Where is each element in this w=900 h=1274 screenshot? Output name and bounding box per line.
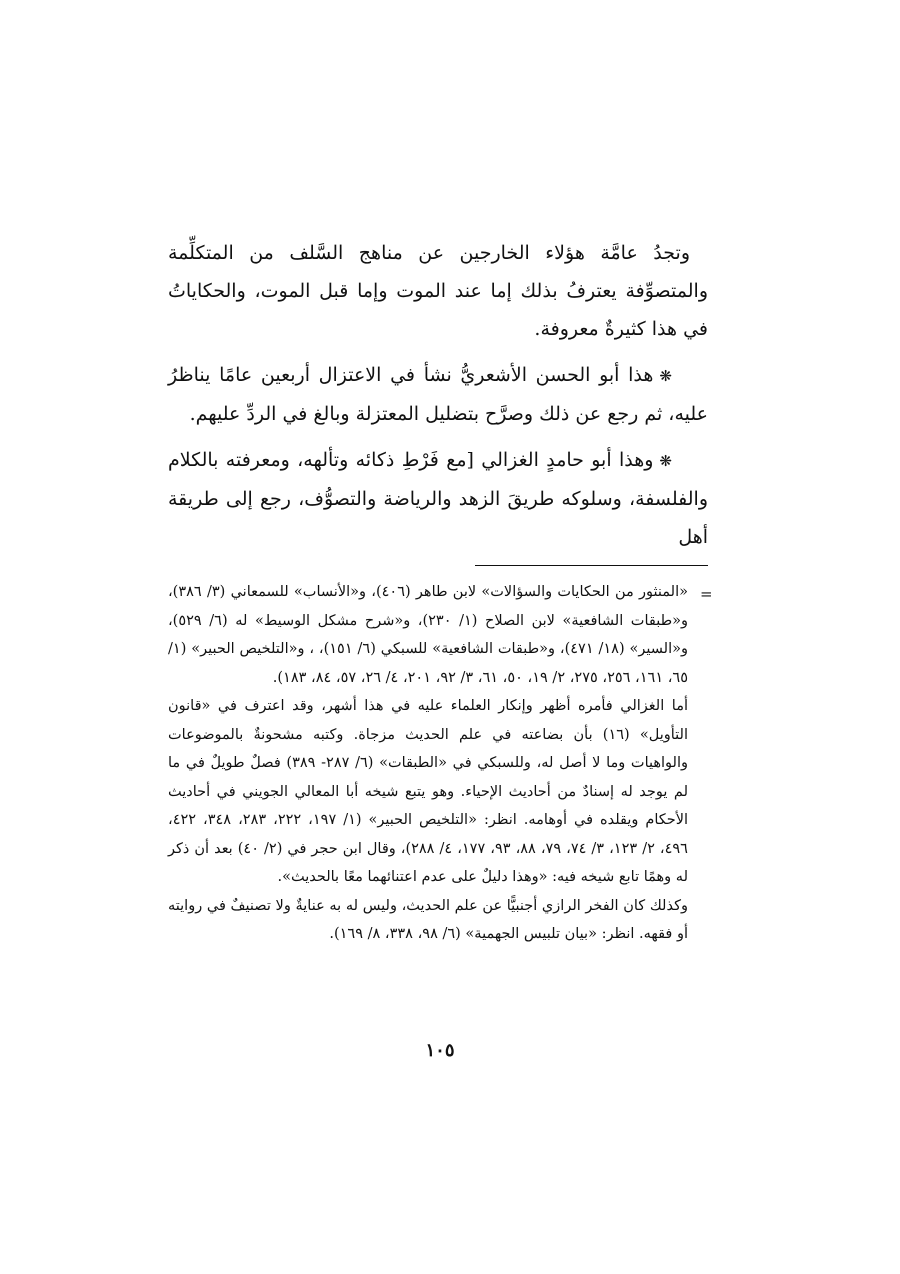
page-number: ١٠٥ <box>425 1040 455 1061</box>
footnote-paragraph-1: «المنثور من الحكايات والسؤالات» لابن طاهر (٤٠٦)، و«الأنساب» للسمعاني (٣/ ٣٨٦)، و«طبقات الشافعية» لابن الصلاح (١/ ٢٣٠)، و«شرح مشكل الوسيط» له (٦/ ٥٢٩)، و«السير» (١٨/ ٤٧١)، و«طبقات الشافعية» للسبكي (٦/ ١٥١)، ، و«التلخيص الحبير» (١/ ٦٥، ١٦١، ٢٥٦، ٢٧٥، ٢/ ١٩، ٥٠، ٦١، ٣/ ٩٢، ٢٠١، ٤/ ٢٦، ٥٧، ٨٤، ١٨٣). <box>168 584 688 686</box>
main-paragraph-3-text: وهذا أبو حامدٍ الغزالي [مع فَرْطِ ذكائه وتألهه، ومعرفته بالكلام والفلسفة، وسلوكه طريقَ الزهد والرياضة والتصوُّف، رجع إلى طريقة أهل <box>168 449 708 548</box>
main-paragraph-2-text: هذا أبو الحسن الأشعريُّ نشأ في الاعتزال أربعين عامًا يناظرُ عليه، ثم رجع عن ذلك وصرَّح بتضليل المعتزلة وبالغ في الردِّ عليهم. <box>168 364 708 425</box>
footnotes <box>168 578 688 949</box>
main-paragraph-1 <box>168 234 708 348</box>
main-paragraph-3 <box>168 441 708 556</box>
footnote-separator <box>475 565 708 566</box>
paragraph-marker-icon: ❋ <box>659 367 672 385</box>
footnote-paragraph-3: وكذلك كان الفخر الرازي أجنبيًّا عن علم الحديث، وليس له به عنايةٌ ولا تصنيفٌ في روايته أو فقهه. انظر: «بيان تلبيس الجهمية» (٦/ ٩٨، ٣٣٨، ٨/ ١٦٩). <box>168 897 688 942</box>
main-text <box>168 234 708 564</box>
footnote-paragraph-2: أما الغزالي فأمره أظهر وإنكار العلماء عليه في هذا أشهر، وقد اعترف في «قانون التأويل» (١٦) بأن بضاعته في علم الحديث مزجاة. وكتبه مشحونةٌ بالموضوعات والواهيات وما لا أصل له، وللسبكي في «الطبقات» (٦/ ٢٨٧- ٣٨٩) فصلٌ طويلٌ في ما لم يوجد له إسنادٌ من أحاديث الإحياء. وهو يتبع شيخه أبا المعالي الجويني في أحاديث الأحكام ويقلده في أوهامه. انظر: «التلخيص الحبير» (١/ ١٩٧، ٢٢٢، ٢٨٣، ٣٤٨، ٤٢٢، ٤٩٦، ٢/ ١٢٣، ٣/ ٧٤، ٧٩، ٨٨، ٩٣، ١٧٧، ٤/ ٢٨٨)، وقال ابن حجر في (٢/ ٤٠) بعد أن ذكر له وهمًا تابع شيخه فيه: «وهذا دليلٌ على عدم اعتنائهما معًا بالحديث». <box>168 698 689 885</box>
paragraph-marker-icon: ❋ <box>659 452 672 470</box>
footnote-continuation-mark: = <box>700 585 713 603</box>
main-paragraph-1-text: وتجدُ عامَّة هؤلاء الخارجين عن مناهج السَّلف من المتكلِّمة والمتصوِّفة يعترفُ بذلك إما عند الموت وإما قبل الموت، والحكاياتُ في هذا كثيرةٌ معروفة. <box>168 242 708 340</box>
main-paragraph-2 <box>168 356 708 433</box>
